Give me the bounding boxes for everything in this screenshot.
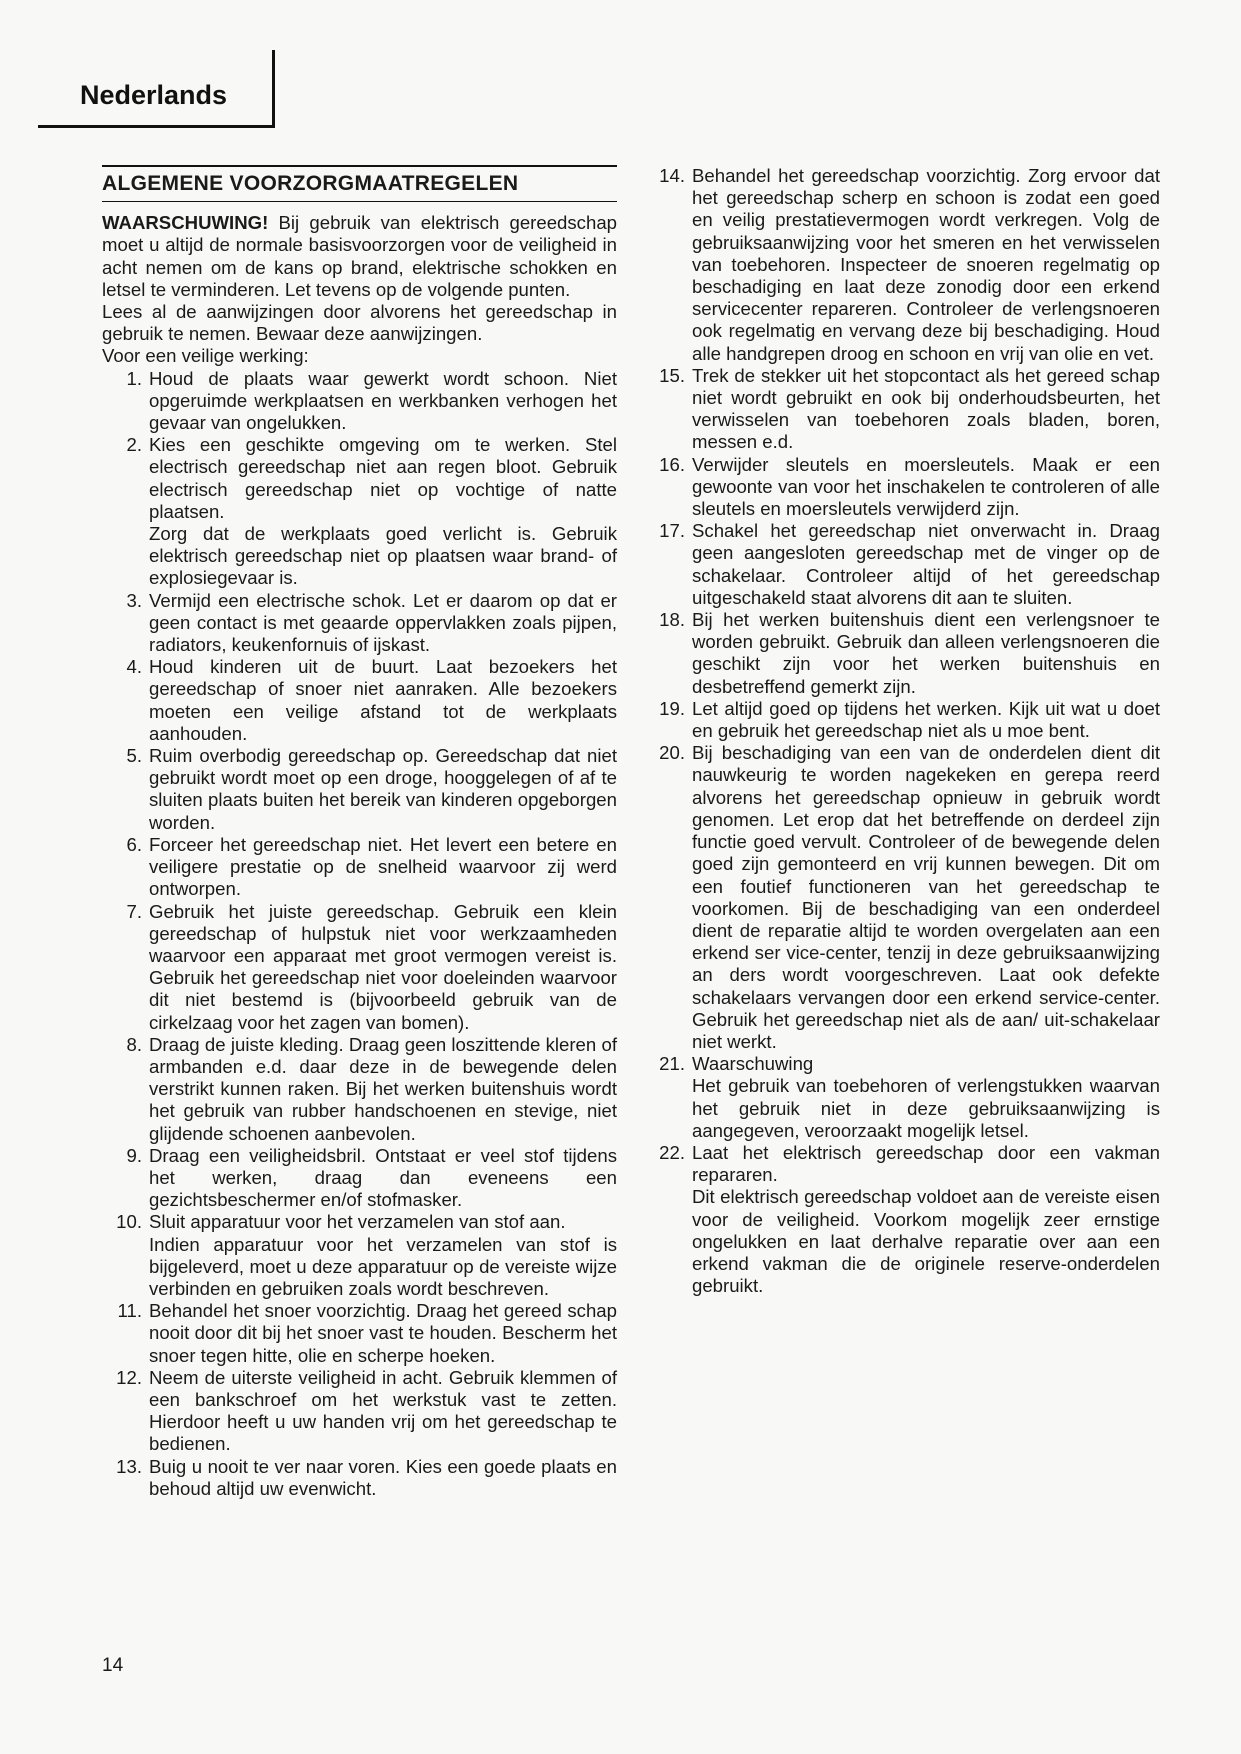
warning-label: WAARSCHUWING!	[102, 212, 269, 234]
precaution-list-left	[102, 368, 617, 1500]
item-text: Vermijd een electrische schok. Let er daarom op dat er geen contact is met geaarde oppervlakken zoals pijpen, radiators, keukenfornuis of ijskast.	[149, 589, 617, 656]
item-text: Sluit apparatuur voor het verzamelen van stof aan.	[149, 1211, 566, 1233]
item-number: 14.	[659, 165, 685, 186]
list-item	[102, 590, 617, 657]
read-instructions: Lees al de aanwijzingen door alvorens het gereedschap in gebruik te nemen. Bewaar deze aanwijzingen.	[102, 301, 617, 345]
item-text: Let altijd goed op tijdens het werken. Kijk uit wat u doet en gebruik het gereedschap niet als u moe bent.	[692, 697, 1160, 742]
item-number: 1.	[126, 367, 142, 389]
item-text: Houd de plaats waar gewerkt wordt schoon. Niet opgeruimde werkplaatsen en werkbanken verhogen het gevaar van ongelukken.	[149, 367, 617, 434]
item-text: Verwijder sleutels en moersleutels. Maak er een gewoonte van voor het inschakelen te controleren of alle sleutels en moersleutels verwijderd zijn.	[692, 453, 1160, 520]
item-text: Bij beschadiging van een van de onderdelen dient dit nauwkeurig te worden nagekeken en gerepa reerd alvorens het gereedschap opnieuw in gebruik wordt genomen. Let erop dat het betreffende on derdeel zijn functie goed vervult. Controleer of de bewegende delen goed zijn gemonteerd en vrij kunnen bewegen. Dit om een foutief functioneren van het gereedschap te voorkomen. Bij de beschadiging van een onderdeel dient de reparatie altijd te worden overgelaten aan een erkend ser vice-center, tenzij in deze gebruiksaanwijzing an ders wordt voorgeschreven. Laat ook defekte schakelaars vervangen door een erkend service-center. Gebruik het gereedschap niet als de aan/ uit-schakelaar niet werkt.	[692, 742, 1160, 1052]
item-number: 20.	[659, 742, 685, 764]
left-column	[102, 165, 617, 1500]
list-item	[102, 1211, 617, 1300]
list-item	[102, 745, 617, 834]
list-item	[102, 1456, 617, 1500]
item-number: 4.	[126, 656, 142, 678]
list-item	[102, 901, 617, 1034]
list-item	[102, 834, 617, 901]
list-item	[102, 656, 617, 745]
list-item	[102, 1034, 617, 1145]
item-extra-text: Indien apparatuur voor het verzamelen van stof is bijgeleverd, moet u deze apparatuur op de vereiste wijze verbinden en gebruiken zoals wordt beschreven.	[149, 1233, 617, 1299]
item-text: Behandel het gereedschap voorzichtig. Zorg ervoor dat het gereedschap scherp en schoon is zodat een goed en veilig prestatievermogen wordt verkregen. Volg de gebruiksaanwijzing voor het smeren en het verwisselen van toebehoren. Inspecteer de snoeren regelmatig op beschadiging en laat deze zonodig door een erkend servicecenter repareren. Controleer de verlengsnoeren ook regelmatig en vervang deze bij beschadiging. Houd alle handgrepen droog en schoon en vrij van olie en vet.	[692, 165, 1160, 364]
item-text: Waarschuwing	[692, 1053, 814, 1075]
item-text: Forceer het gereedschap niet. Het levert een betere en veiligere prestatie op de snelheid waarvoor zij werd ontworpen.	[149, 833, 617, 900]
list-item	[102, 1367, 617, 1456]
item-text: Schakel het gereedschap niet onverwacht in. Draag geen aangesloten gereedschap met de vinger op de schakelaar. Controleer altijd of het gereedschap uitgeschakeld staat alvorens dit aan te sluiten.	[692, 520, 1160, 608]
item-number: 16.	[659, 453, 685, 475]
item-extra-text: Dit elektrisch gereedschap voldoet aan de vereiste eisen voor de veiligheid. Voorkom mogelijk zeer ernstige ongelukken en laat derhalve reparatie over aan een erkend vakman die de originele reserve-onderdelen gebruikt.	[692, 1186, 1160, 1297]
precaution-list-right	[645, 165, 1160, 1297]
safe-operation: Voor een veilige werking:	[102, 345, 309, 367]
item-number: 18.	[659, 609, 685, 631]
item-text: Ruim overbodig gereedschap op. Gereedschap dat niet gebruikt wordt moet op een droge, hooggelegen of af te sluiten plaats buiten het bereik van kinderen opgeborgen worden.	[149, 745, 617, 833]
warning-paragraph	[102, 212, 617, 301]
item-text: Kies een geschikte omgeving om te werken. Stel electrisch gereedschap niet aan regen bloot. Gebruik electrisch gereedschap niet op vochtige of natte plaatsen.	[149, 434, 617, 522]
item-text: Houd kinderen uit de buurt. Laat bezoekers het gereedschap of snoer niet aanraken. Alle bezoekers moeten een veilige afstand tot de werkplaats aanhouden.	[149, 656, 617, 744]
list-item	[645, 365, 1160, 454]
list-item	[102, 1145, 617, 1212]
right-column	[645, 165, 1160, 1297]
item-text: Behandel het snoer voorzichtig. Draag het gereed schap nooit door dit bij het snoer vast te houden. Bescherm het snoer tegen hitte, olie en scherpe hoeken.	[149, 1300, 617, 1366]
language-tab	[38, 50, 275, 128]
item-text: Draag de juiste kleding. Draag geen loszittende kleren of armbanden e.d. daar deze in de bewegende delen verstrikt kunnen raken. Bij het werken buitenshuis wordt het gebruik van rubber handschoenen en stevige, niet glijdende schoenen aanbevolen.	[149, 1033, 617, 1144]
list-item	[645, 454, 1160, 521]
item-number: 13.	[116, 1455, 142, 1477]
list-item	[645, 520, 1160, 609]
page-number: 14	[102, 1655, 124, 1676]
intro	[102, 212, 617, 367]
list-item	[102, 434, 617, 589]
item-text: Gebruik het juiste gereedschap. Gebruik een klein gereedschap of hulpstuk niet voor werkzaamheden waarvoor een apparaat met groot vermogen vereist is. Gebruik het gereedschap niet voor doeleinden waarvoor dit niet bestemd is (bijvoorbeeld gebruik van de cirkelzaag voor het zagen van bomen).	[149, 900, 617, 1033]
item-number: 8.	[126, 1033, 142, 1055]
item-number: 6.	[126, 833, 142, 855]
list-item	[645, 1053, 1160, 1142]
item-number: 15.	[659, 364, 685, 386]
list-item	[102, 1300, 617, 1367]
list-item	[645, 609, 1160, 698]
list-item	[102, 368, 617, 435]
warning-text: Bij gebruik van elektrisch gereedschap moet u altijd de normale basisvoorzorgen voor de veiligheid in acht nemen om de kans op brand, elektrische schokken en letsel te verminderen. Let tevens op de volgende punten.	[102, 212, 618, 300]
item-number: 3.	[126, 589, 142, 611]
item-text: Bij het werken buitenshuis dient een verlengsnoer te worden gebruikt. Gebruik dan alleen verlengsnoeren die geschikt zijn voor het werken buitenshuis en desbetreffend gemerkt zijn.	[692, 609, 1160, 697]
item-number: 21.	[659, 1053, 685, 1075]
item-number: 22.	[659, 1141, 685, 1163]
list-item	[645, 1142, 1160, 1297]
item-text: Laat het elektrisch gereedschap door een vakman repararen.	[692, 1141, 1160, 1186]
item-text: Draag een veiligheidsbril. Ontstaat er veel stof tijdens het werken, draag dan eveneens een gezichtsbeschermer en/of stofmasker.	[149, 1144, 617, 1211]
item-extra-text: Het gebruik van toebehoren of verlengstukken waarvan het gebruik niet in deze gebruiksaanwijzing is aangegeven, veroorzaakt mogelijk letsel.	[692, 1075, 1160, 1141]
item-number: 9.	[126, 1144, 142, 1166]
list-item	[645, 698, 1160, 742]
item-extra-text: Zorg dat de werkplaats goed verlicht is. Gebruik elektrisch gereedschap niet op plaatsen waar brand- of explosiegevaar is.	[149, 523, 617, 589]
item-text: Trek de stekker uit het stopcontact als het gereed schap niet wordt gebruikt en ook bij onderhoudsbeurten, het verwisselen van toebehoren zoals bladen, boren, messen e.d.	[692, 364, 1160, 453]
section-title: ALGEMENE VOORZORGMAATREGELEN	[102, 165, 617, 202]
item-text: Buig u nooit te ver naar voren. Kies een goede plaats en behoud altijd uw evenwicht.	[149, 1455, 617, 1499]
item-number: 19.	[659, 697, 685, 719]
item-number: 17.	[659, 520, 685, 542]
item-number: 7.	[126, 900, 142, 922]
item-number: 5.	[126, 745, 142, 767]
item-number: 11.	[117, 1300, 142, 1322]
item-number: 12.	[116, 1366, 142, 1388]
item-text: Neem de uiterste veiligheid in acht. Gebruik klemmen of een bankschroef om het werkstuk vast te zetten. Hierdoor heeft u uw handen vrij om het gereedschap te bedienen.	[149, 1366, 617, 1455]
list-item	[645, 742, 1160, 1053]
language-label: Nederlands	[80, 80, 228, 110]
item-number: 2.	[126, 434, 142, 456]
item-number: 10.	[116, 1211, 142, 1233]
list-item	[645, 165, 1160, 365]
